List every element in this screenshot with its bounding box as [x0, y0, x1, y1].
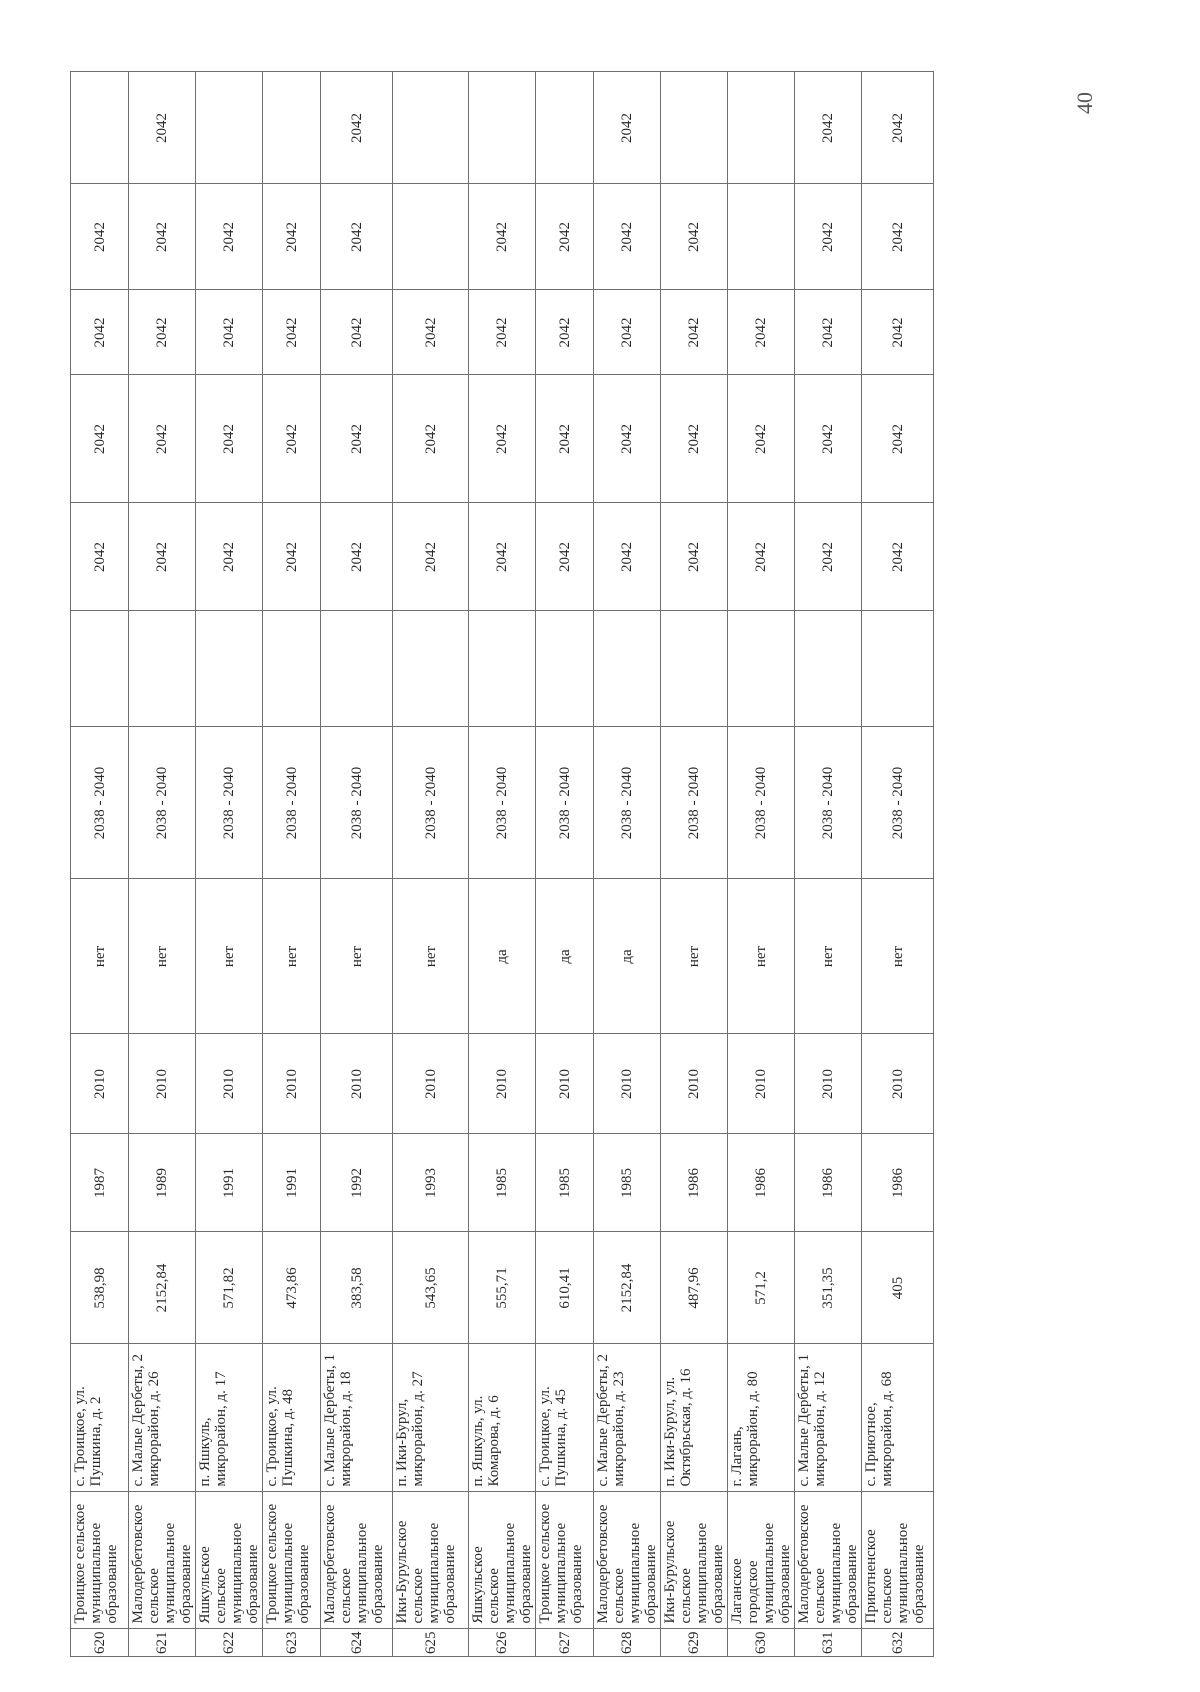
cell-empty-col — [728, 611, 795, 727]
cell-year-col-b: 2042 — [196, 375, 263, 503]
cell-survey-year: 2010 — [321, 1034, 393, 1134]
cell-build-year: 1986 — [862, 1134, 934, 1232]
cell-empty-col — [393, 611, 469, 727]
cell-municipality: Лаганское городское муниципальное образование — [728, 1492, 795, 1629]
table-row — [321, 72, 393, 1657]
cell-empty-col — [71, 611, 129, 727]
cell-year-col-e: 2042 — [862, 72, 934, 184]
cell-row-number: 627 — [536, 1629, 594, 1657]
cell-address: г. Лагань, микрорайон, д. 80 — [728, 1344, 795, 1492]
cell-survey-year: 2010 — [594, 1034, 661, 1134]
cell-repair-period: 2038 - 2040 — [321, 727, 393, 879]
cell-year-col-c: 2042 — [661, 290, 728, 375]
table-row — [71, 72, 129, 1657]
cell-area: 610,41 — [536, 1232, 594, 1344]
cell-year-col-e — [661, 72, 728, 184]
table-row — [862, 72, 934, 1657]
table-row — [594, 72, 661, 1657]
cell-year-col-c: 2042 — [594, 290, 661, 375]
cell-municipality: Ики-Бурульское сельское муниципальное образование — [393, 1492, 469, 1629]
cell-status: да — [469, 879, 536, 1034]
cell-year-col-d: 2042 — [661, 184, 728, 290]
cell-status: нет — [263, 879, 321, 1034]
cell-status: нет — [728, 879, 795, 1034]
cell-empty-col — [795, 611, 862, 727]
cell-row-number: 632 — [862, 1629, 934, 1657]
cell-address: с. Троицкое, ул. Пушкина, д. 45 — [536, 1344, 594, 1492]
cell-municipality: Троицкое сельское муниципальное образование — [263, 1492, 321, 1629]
cell-row-number: 621 — [129, 1629, 196, 1657]
cell-status: да — [594, 879, 661, 1034]
cell-status: нет — [129, 879, 196, 1034]
cell-year-col-e: 2042 — [594, 72, 661, 184]
cell-area: 538,98 — [71, 1232, 129, 1344]
cell-year-col-c: 2042 — [71, 290, 129, 375]
cell-build-year: 1992 — [321, 1134, 393, 1232]
cell-build-year: 1989 — [129, 1134, 196, 1232]
cell-empty-col — [594, 611, 661, 727]
cell-year-col-d: 2042 — [536, 184, 594, 290]
cell-year-col-b: 2042 — [661, 375, 728, 503]
cell-survey-year: 2010 — [661, 1034, 728, 1134]
cell-area: 571,2 — [728, 1232, 795, 1344]
cell-empty-col — [263, 611, 321, 727]
cell-year-col-e: 2042 — [129, 72, 196, 184]
cell-build-year: 1985 — [536, 1134, 594, 1232]
table-row — [469, 72, 536, 1657]
cell-survey-year: 2010 — [71, 1034, 129, 1134]
cell-year-col-d: 2042 — [862, 184, 934, 290]
cell-status: нет — [71, 879, 129, 1034]
cell-build-year: 1986 — [728, 1134, 795, 1232]
cell-year-col-a: 2042 — [321, 503, 393, 611]
cell-repair-period: 2038 - 2040 — [862, 727, 934, 879]
cell-survey-year: 2010 — [469, 1034, 536, 1134]
cell-municipality: Яшкульское сельское муниципальное образование — [469, 1492, 536, 1629]
cell-year-col-b: 2042 — [469, 375, 536, 503]
cell-year-col-c: 2042 — [536, 290, 594, 375]
cell-year-col-b: 2042 — [263, 375, 321, 503]
cell-municipality: Яшкульское сельское муниципальное образование — [196, 1492, 263, 1629]
table-row — [661, 72, 728, 1657]
cell-year-col-a: 2042 — [469, 503, 536, 611]
cell-status: нет — [321, 879, 393, 1034]
cell-year-col-b: 2042 — [129, 375, 196, 503]
cell-repair-period: 2038 - 2040 — [129, 727, 196, 879]
cell-build-year: 1986 — [661, 1134, 728, 1232]
cell-empty-col — [661, 611, 728, 727]
cell-year-col-a: 2042 — [196, 503, 263, 611]
table-row — [129, 72, 196, 1657]
cell-year-col-c: 2042 — [469, 290, 536, 375]
cell-address: п. Ики-Бурул, микрорайон, д. 27 — [393, 1344, 469, 1492]
cell-year-col-a: 2042 — [393, 503, 469, 611]
cell-status: да — [536, 879, 594, 1034]
cell-year-col-c: 2042 — [728, 290, 795, 375]
cell-empty-col — [469, 611, 536, 727]
cell-year-col-d: 2042 — [469, 184, 536, 290]
cell-year-col-c: 2042 — [862, 290, 934, 375]
cell-repair-period: 2038 - 2040 — [71, 727, 129, 879]
cell-address: п. Яшкуль, ул. Комарова, д. 6 — [469, 1344, 536, 1492]
cell-build-year: 1985 — [469, 1134, 536, 1232]
cell-year-col-b: 2042 — [795, 375, 862, 503]
cell-row-number: 624 — [321, 1629, 393, 1657]
cell-build-year: 1993 — [393, 1134, 469, 1232]
cell-survey-year: 2010 — [263, 1034, 321, 1134]
cell-year-col-d: 2042 — [129, 184, 196, 290]
cell-address: п. Яшкуль, микрорайон, д. 17 — [196, 1344, 263, 1492]
cell-row-number: 622 — [196, 1629, 263, 1657]
cell-empty-col — [321, 611, 393, 727]
cell-year-col-c: 2042 — [263, 290, 321, 375]
cell-repair-period: 2038 - 2040 — [196, 727, 263, 879]
cell-year-col-a: 2042 — [594, 503, 661, 611]
cell-year-col-d: 2042 — [594, 184, 661, 290]
table-row — [795, 72, 862, 1657]
cell-year-col-b: 2042 — [321, 375, 393, 503]
cell-municipality: Малодербетовское сельское муниципальное образование — [795, 1492, 862, 1629]
cell-row-number: 626 — [469, 1629, 536, 1657]
cell-municipality: Малодербетовское сельское муниципальное образование — [129, 1492, 196, 1629]
cell-repair-period: 2038 - 2040 — [536, 727, 594, 879]
cell-year-col-a: 2042 — [862, 503, 934, 611]
cell-year-col-e — [393, 72, 469, 184]
cell-build-year: 1987 — [71, 1134, 129, 1232]
cell-year-col-e — [71, 72, 129, 184]
cell-year-col-d: 2042 — [71, 184, 129, 290]
table-row — [196, 72, 263, 1657]
cell-area: 473,86 — [263, 1232, 321, 1344]
cell-row-number: 629 — [661, 1629, 728, 1657]
cell-repair-period: 2038 - 2040 — [263, 727, 321, 879]
table-row — [536, 72, 594, 1657]
housing-table — [70, 72, 934, 1658]
cell-area: 383,58 — [321, 1232, 393, 1344]
cell-area: 2152,84 — [594, 1232, 661, 1344]
cell-address: с. Малые Дербеты, 1 микрорайон, д. 12 — [795, 1344, 862, 1492]
cell-year-col-a: 2042 — [263, 503, 321, 611]
cell-municipality: Малодербетовское сельское муниципальное образование — [321, 1492, 393, 1629]
page-number: 40 — [1072, 92, 1097, 114]
cell-year-col-d: 2042 — [263, 184, 321, 290]
table-row — [263, 72, 321, 1657]
cell-survey-year: 2010 — [129, 1034, 196, 1134]
cell-year-col-d — [728, 184, 795, 290]
cell-area: 571,82 — [196, 1232, 263, 1344]
cell-year-col-b: 2042 — [728, 375, 795, 503]
cell-municipality: Троицкое сельское муниципальное образование — [71, 1492, 129, 1629]
cell-municipality: Троицкое сельское муниципальное образование — [536, 1492, 594, 1629]
cell-address: с. Малые Дербеты, 1 микрорайон, д. 18 — [321, 1344, 393, 1492]
cell-year-col-e — [536, 72, 594, 184]
cell-year-col-e: 2042 — [795, 72, 862, 184]
cell-address: с. Троицкое, ул. Пушкина, д. 2 — [71, 1344, 129, 1492]
cell-row-number: 623 — [263, 1629, 321, 1657]
cell-year-col-c: 2042 — [393, 290, 469, 375]
cell-status: нет — [196, 879, 263, 1034]
cell-survey-year: 2010 — [536, 1034, 594, 1134]
cell-year-col-e — [728, 72, 795, 184]
cell-year-col-e — [469, 72, 536, 184]
cell-year-col-b: 2042 — [862, 375, 934, 503]
cell-address: с. Троицкое, ул. Пушкина, д. 48 — [263, 1344, 321, 1492]
cell-repair-period: 2038 - 2040 — [594, 727, 661, 879]
cell-year-col-a: 2042 — [129, 503, 196, 611]
cell-area: 405 — [862, 1232, 934, 1344]
cell-survey-year: 2010 — [728, 1034, 795, 1134]
cell-survey-year: 2010 — [196, 1034, 263, 1134]
cell-year-col-c: 2042 — [196, 290, 263, 375]
cell-municipality: Малодербетовское сельское муниципальное образование — [594, 1492, 661, 1629]
cell-empty-col — [196, 611, 263, 727]
cell-year-col-e — [196, 72, 263, 184]
table-body — [71, 72, 934, 1657]
cell-build-year: 1986 — [795, 1134, 862, 1232]
cell-repair-period: 2038 - 2040 — [728, 727, 795, 879]
cell-year-col-a: 2042 — [661, 503, 728, 611]
cell-year-col-d — [393, 184, 469, 290]
cell-repair-period: 2038 - 2040 — [393, 727, 469, 879]
cell-area: 487,96 — [661, 1232, 728, 1344]
cell-year-col-b: 2042 — [594, 375, 661, 503]
table-row — [728, 72, 795, 1657]
cell-status: нет — [795, 879, 862, 1034]
cell-status: нет — [661, 879, 728, 1034]
cell-repair-period: 2038 - 2040 — [661, 727, 728, 879]
cell-row-number: 625 — [393, 1629, 469, 1657]
cell-row-number: 630 — [728, 1629, 795, 1657]
cell-area: 555,71 — [469, 1232, 536, 1344]
cell-year-col-c: 2042 — [321, 290, 393, 375]
cell-repair-period: 2038 - 2040 — [795, 727, 862, 879]
cell-row-number: 628 — [594, 1629, 661, 1657]
cell-status: нет — [862, 879, 934, 1034]
cell-year-col-e — [263, 72, 321, 184]
cell-status: нет — [393, 879, 469, 1034]
cell-year-col-c: 2042 — [129, 290, 196, 375]
cell-municipality: Ики-Бурульское сельское муниципальное образование — [661, 1492, 728, 1629]
cell-row-number: 620 — [71, 1629, 129, 1657]
cell-year-col-b: 2042 — [393, 375, 469, 503]
cell-row-number: 631 — [795, 1629, 862, 1657]
cell-survey-year: 2010 — [862, 1034, 934, 1134]
cell-build-year: 1991 — [196, 1134, 263, 1232]
cell-year-col-b: 2042 — [536, 375, 594, 503]
cell-empty-col — [862, 611, 934, 727]
table-row — [393, 72, 469, 1657]
cell-year-col-a: 2042 — [795, 503, 862, 611]
cell-repair-period: 2038 - 2040 — [469, 727, 536, 879]
cell-year-col-c: 2042 — [795, 290, 862, 375]
cell-area: 351,35 — [795, 1232, 862, 1344]
cell-address: с. Малые Дербеты, 2 микрорайон, д. 26 — [129, 1344, 196, 1492]
cell-build-year: 1991 — [263, 1134, 321, 1232]
cell-year-col-b: 2042 — [71, 375, 129, 503]
cell-empty-col — [129, 611, 196, 727]
cell-year-col-a: 2042 — [536, 503, 594, 611]
cell-survey-year: 2010 — [393, 1034, 469, 1134]
cell-year-col-d: 2042 — [196, 184, 263, 290]
cell-area: 543,65 — [393, 1232, 469, 1344]
cell-address: с. Приютное, микрорайон, д. 68 — [862, 1344, 934, 1492]
cell-year-col-d: 2042 — [321, 184, 393, 290]
cell-year-col-d: 2042 — [795, 184, 862, 290]
cell-address: с. Малые Дербеты, 2 микрорайон, д. 23 — [594, 1344, 661, 1492]
cell-municipality: Приютненское сельское муниципальное образование — [862, 1492, 934, 1629]
cell-address: п. Ики-Бурул, ул. Октябрьская, д. 16 — [661, 1344, 728, 1492]
cell-build-year: 1985 — [594, 1134, 661, 1232]
cell-year-col-e: 2042 — [321, 72, 393, 184]
cell-empty-col — [536, 611, 594, 727]
cell-year-col-a: 2042 — [71, 503, 129, 611]
cell-area: 2152,84 — [129, 1232, 196, 1344]
cell-year-col-a: 2042 — [728, 503, 795, 611]
cell-survey-year: 2010 — [795, 1034, 862, 1134]
